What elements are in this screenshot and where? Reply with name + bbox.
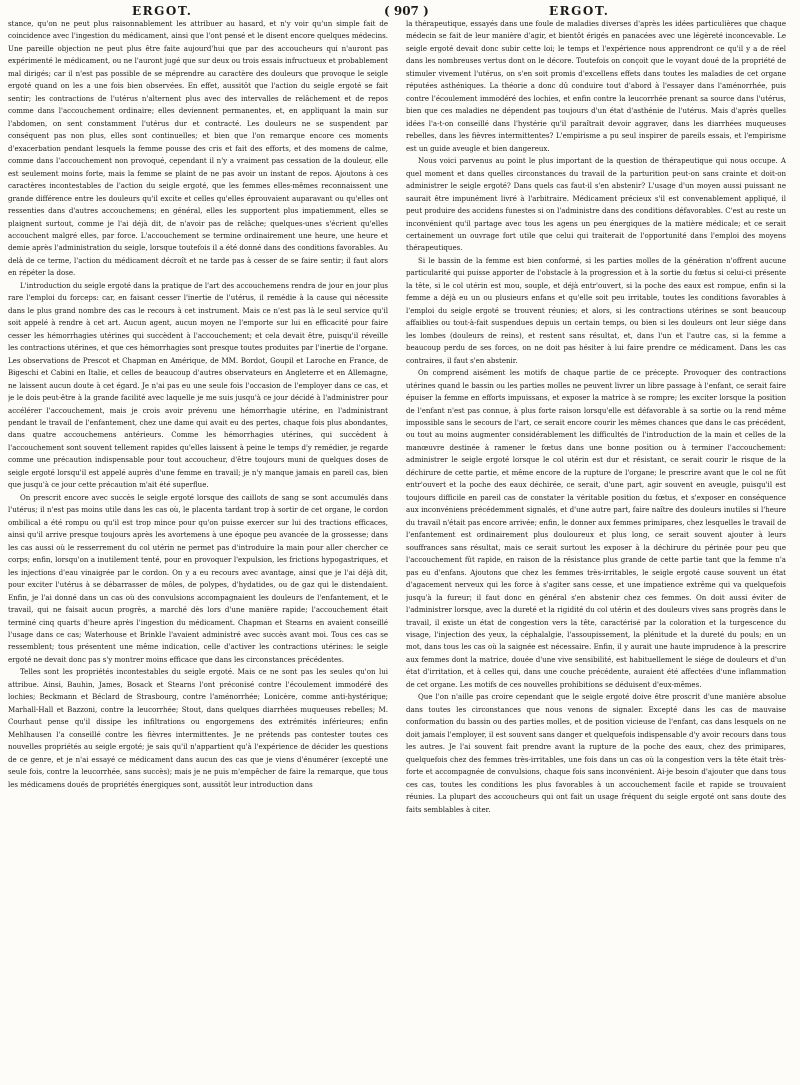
paragraph: Telles sont les propriétés incontestables du seigle ergoté. Mais ce ne sont pas les seules qu'on lui attribue. Ainsi, Bauhin, James, Bosack et Stearns l'ont préconisé contre l'écoulement immodéré des lochies; Beckmann et Béclard de Strasbourg, contre l'aménorrhée; Lonicère, comme anti-hystérique; Marhall-Hall et Bazzoni, contre la leucorrhée; Stout, dans quelques diarrhées muqueuses rebelles; M. Courhaut pense qu'il dissipe les infiltrations ou engorgemens des extrémités inférieures; enfin Mehlhausen l'a conseillé contre les fièvres intermittentes. Je ne prétends pas contester toutes ces nouvelles propriétés au seigle ergoté; je sais qu'il n'appartient qu'à l'expérience de décider les questions de ce genre, et je n'ai essayé ce médicament dans aucun des cas que je viens d'énumérer (excepté une seule fois, contre la leucorrhée, sans succès); mais je ne puis m'empêcher de faire la remarque, que tous les médicamens doués de propriétés énergiques sont, aussitôt leur introduction dans [8,667,388,789]
page-number: ( 907 ) [384,4,429,18]
paragraph: On prescrit encore avec succès le seigle ergoté lorsque des caillots de sang se sont accumulés dans l'utérus; il n'est pas moins utile dans les cas où, le placenta tardant trop à sortir de cet organe, le cordon ombilical a été rompu ou qu'il est trop mince pour qu'on puisse exercer sur lui des tractions efficaces, ainsi qu'il arrive presque toujours après les avortemens à une époque peu avancée de la grossesse; dans les cas aussi où le resserrement du col utérin ne permet pas d'introduire la main pour aller chercher ce corps; enfin, lorsqu'on a inutilement tenté, pour en provoquer l'expulsion, les frictions hypogastriques, et les injections d'eau vinaigrée par le cordon. On y a eu recours avec avantage, ainsi que je l'ai déjà dit, pour exciter l'utérus à se débarrasser de môles, de polypes, d'hydatides, ou de gaz qui le distendaient. Enfin, je l'ai donné dans un cas où des convulsions accompagnaient les douleurs de l'enfantement, et le travail, qui ne faisait aucun progrès, a marché dès lors d'une manière rapide; l'accouchement était terminé cinq quarts d'heure après l'ingestion du médicament. Chapman et Stearns en avaient conseillé l'usage dans ce cas; Waterhouse et Brinkle l'avaient administré avec succès avant moi. Tous ces cas se ressemblent; tous présentent une même indication, celle d'activer les contractions utérines: le seigle ergoté ne devait donc pas s'y montrer moins efficace que dans les circonstances précédentes. [8,492,388,664]
paragraph: la thérapeutique, essayés dans une foule de maladies diverses d'après les idées particulières que chaque médecin se fait de leur manière d'agir, et bientôt érigés en panacées avec une légèreté inconcevable. Le seigle ergoté devait donc subir cette loi; le temps et l'expérience nous apprendront ce qu'il y a de réel dans les nombreuses vertus dont on le décore. Toutefois on conçoit que le voyant doué de la propriété de stimuler vivement l'utérus, on s'en soit promis d'excellens effets dans toutes les maladies de cet organe réputées asthéniques. La théorie a donc dû conduire tout d'abord à l'essayer dans l'aménorrhée, puis contre l'écoulement immodéré des lochies, et enfin contre la leucorrhée prenant sa source dans l'utérus, bien que ces maladies ne dépendent pas toujours d'un état d'asthénie de l'utérus. Mais d'après quelles idées l'a-t-on conseillé dans l'hystérie qu'il paraîtrait devoir aggraver, dans les diarrhées muqueuses rebelles, dans les fièvres intermittentes? L'empirisme a pu seul inspirer de pareils essais, et l'empirisme est un guide aveugle et bien dangereux. [406,19,786,153]
paragraph: Si le bassin de la femme est bien conformé, si les parties molles de la génération n'offrent aucune particularité qui puisse apporter de l'obstacle à la progression et à la sortie du fœtus si celui-ci présente la tête, si le col utérin est mou, souple, et déjà entr'ouvert, si la poche des eaux est rompue, enfin si la femme a déjà eu un ou plusieurs enfans et qu'elle soit peu irritable, toutes les conditions favorables à l'emploi du seigle ergoté se trouvent réunies; et alors, si les contractions utérines se sont beaucoup affaiblies ou tout-à-fait suspendues depuis un certain temps, ou bien si les douleurs ont leur siége dans les lombes (douleurs de reins), et restent sans résultat, et, dans l'un et l'autre cas, si la femme a beaucoup perdu de ses forces, on ne doit pas hésiter à lui faire prendre ce médicament. Dans les cas contraires, il faut s'en abstenir. [406,255,786,365]
paragraph: On comprend aisément les motifs de chaque partie de ce précepte. Provoquer des contractions utérines quand le bassin ou les parties molles ne peuvent livrer un libre passage à l'enfant, ce serait faire épuiser la femme en efforts impuissans, et exposer la matrice à se rompre; les exciter lorsque la position de l'enfant n'est pas connue, à plus forte raison lorsqu'elle est défavorable à sa sortie ou la rend même impossible sans le secours de l'art, ce serait encore courir les mêmes chances que dans le cas précédent, ou tout au moins augmenter considérablement les difficultés de l'introduction de la main et celles de la manœuvre destinée à ramener le fœtus dans une bonne position ou à terminer l'accouchement: administrer le seigle ergoté lorsque le col utérin est dur et résistant, ce serait courir le risque de la déchirure de cette partie, et même encore de la rupture de l'organe; le prescrire avant que le col ne fût entr'ouvert et la poche des eaux déchirée, ce serait, d'une part, agir souvent en aveugle, puisqu'il est toujours difficile en pareil cas de constater la véritable position du fœtus, et s'exposer en conséquence aux inconvéniens précédemment signalés, et d'une autre part, faire naître des douleurs inutiles si l'heure du travail n'était pas encore arrivée; enfin, le donner aux femmes primipares, chez lesquelles le travail de l'enfantement est ordinairement plus douloureux et plus long, ce serait souvent ajouter à leurs souffrances sans résultat, mais ce serait surtout les exposer à la déchirure du périnée pour peu que l'accouchement fût rapide, en raison de la résistance plus grande de cette partie tant que la femme n'a pas eu d'enfans. Ajoutons que chez les femmes très-irritables, le seigle ergoté cause souvent un état d'agacement nerveux qui les force à s'agiter sans cesse, et une impatience extrême qui va quelquefois jusqu'à la fureur; il faut donc en général s'en abstenir chez ces femmes. On doit aussi éviter de l'administrer lorsque, avec la dureté et la rigidité du col utérin et des douleurs vives sans progrès dans le travail, il existe un état de congestion vers la tête, caractérisé par la coloration et la turgescence du visage, l'injection des yeux, la céphalalgie, l'assoupissement, la plénitude et la dureté du pouls; en un mot, dans tous les cas où la saignée est nécessaire. Enfin, il y aurait une haute imprudence à la prescrire aux femmes dont la matrice, douée d'une vive sensibilité, est habituellement le siége de douleurs et d'un état d'irritation, et à celles qui, dans une couche précédente, auraient été affectées d'une inflammation de cet organe. Les motifs de ces nouvelles prohibitions se déduisent d'eux-mêmes. [406,368,786,689]
running-head-right: ERGOT. [549,4,610,18]
left-column [8,18,388,1080]
paragraph: Que l'on n'aille pas croire cependant que le seigle ergoté doive être proscrit d'une manière absolue dans toutes les circonstances que nous venons de signaler. Excepté dans les cas de mauvaise conformation du bassin ou des parties molles, et de position vicieuse de l'enfant, cas dans lesquels on ne doit jamais l'employer, il est souvent sans danger et quelquefois indispensable d'y avoir recours dans tous les autres. Je l'ai souvent fait prendre avant la rupture de la poche des eaux, chez des primipares, quelquefois chez des femmes très-irritables, une fois dans un cas où la congestion vers la tête était très-forte et accompagnée de convulsions, chaque fois sans inconvénient. Ai-je besoin d'ajouter que dans tous ces cas, toutes les conditions les plus favorables à un accouchement facile et rapide se trouvaient réunies. La plupart des accoucheurs qui ont fait un usage fréquent du seigle ergoté ont sans doute des faits semblables à citer. [406,692,786,814]
paragraph: stance, qu'on ne peut plus raisonnablement les attribuer au hasard, et n'y voir qu'un simple fait de coincidence avec l'ingestion du médicament, ainsi que l'ont pensé et le disent encore quelques médecins. Une pareille objection ne peut plus être faite aujourd'hui que par des accoucheurs qui n'auront pas expérimenté le médicament, ou ne l'auront jugé que sur deux ou trois essais infructueux et probablement mal dirigés; car il n'est pas possible de se méprendre au caractère des douleurs que provoque le seigle ergoté quand on les a une fois bien observées. En effet, aussitôt que l'action du seigle ergoté se fait sentir; les contractions de l'utérus n'alternent plus avec des intervalles de relâchement et de repos comme dans l'accouchement ordinaire; elles deviennent permanentes, et, en appliquant la main sur l'abdomen, on sent constamment l'utérus dur et contracté. Les douleurs ne se suspendent par conséquent pas non plus, elles sont continuelles; et bien que l'on remarque encore ces moments d'exacerbation pendant lesquels la femme pousse des cris et fait des efforts, et des momens de calme, comme dans l'accouchement non provoqué, cependant il n'y a vraiment pas cessation de la douleur, elle est seulement moins forte, mais la femme se plaint de ne pas avoir un instant de repos. Ajoutons à ces caractères incontestables de l'action du seigle ergoté, que les femmes elles-mêmes reconnaissent une grande différence entre les douleurs qu'il excite et celles qu'elles éprouvaient auparavant ou qu'elles ont ressenties dans d'autres accouchemens; en général, elles les supportent plus impatiemment, elles se plaignent surtout, comme je l'ai déjà dit, de n'avoir pas de relâche; quelques-unes s'écrient qu'elles accouchent malgré elles, par force. L'accouchement se termine ordinairement une heure, une heure et demie après l'administration du seigle, lorsque toutefois il a été donné dans des conditions favorables. Au delà de ce terme, l'action du médicament décroît et ne tarde pas à cesser de se faire sentir; il faut alors en répéter la dose. [8,19,388,278]
right-column [406,18,786,1080]
running-head-left: ERGOT. [132,4,193,18]
paragraph: L'introduction du seigle ergoté dans la pratique de l'art des accouchemens rendra de jour en jour plus rare l'emploi du forceps: car, en faisant cesser l'inertie de l'utérus, il remédie à la cause qui nécessite dans le plus grand nombre des cas le recours à cet instrument. Mais ce n'est pas là le seul service qu'il soit appelé à rendre à cet art. Aucun agent, aucun moyen ne l'emporte sur lui en efficacité pour faire cesser les hémorrhagies utérines qui succèdent à l'accouchement; et cela devait être, puisqu'il réveille les contractions utérines, et que ces hémorrhagies sont presque toutes produites par l'inertie de l'organe. Les observations de Prescot et Chapman en Amérique, de MM. Bordot, Goupil et Laroche en France, de Bigeschi et Cabini en Italie, et celles de beaucoup d'autres observateurs en Angleterre et en Allemagne, ne laissent aucun doute à cet égard. Je n'ai pas eu une seule fois l'occasion de l'employer dans ce cas, et je le dois peut-être à la grande facilité avec laquelle je me suis jusqu'à ce jour décidé à l'administrer pour accélérer l'accouchement, mais je crois avoir prévenu une hémorrhagie utérine, en l'administrant pendant le travail de l'enfantement, chez une dame qui avait eu des pertes, chaque fois plus abondantes, dans quatre accouchemens antérieurs. Comme les hémorrhagies utérines, qui succèdent à l'accouchement sont souvent tellement rapides qu'elles laissent à peine le temps d'y remédier, je regarde comme une précaution indispensable pour tout accoucheur, d'être toujours muni de quelques doses de seigle ergoté lorsqu'il est appelé auprès d'une femme en travail; je n'y manque jamais en pareil cas, bien que jusqu'à ce jour cette précaution m'ait été superflue. [8,280,388,490]
paragraph: Nous voici parvenus au point le plus important de la question de thérapeutique qui nous occupe. A quel moment et dans quelles circonstances du travail de la parturition peut-on sans crainte et doit-on administrer le seigle ergoté? Dans quels cas faut-il s'en abstenir? L'usage d'un moyen aussi puissant ne saurait être impunément livré à l'arbitraire. Médicament précieux s'il est convenablement appliqué, il peut produire des accidens funestes si on l'administre dans des conditions défavorables. C'est au reste un inconvénient qu'il partage avec tous les agens un peu énergiques de la matière médicale; et ce serait certainement un ouvrage fort utile que celui qui traiterait de l'opportunité dans l'emploi des moyens thérapeutiques. [406,156,786,253]
